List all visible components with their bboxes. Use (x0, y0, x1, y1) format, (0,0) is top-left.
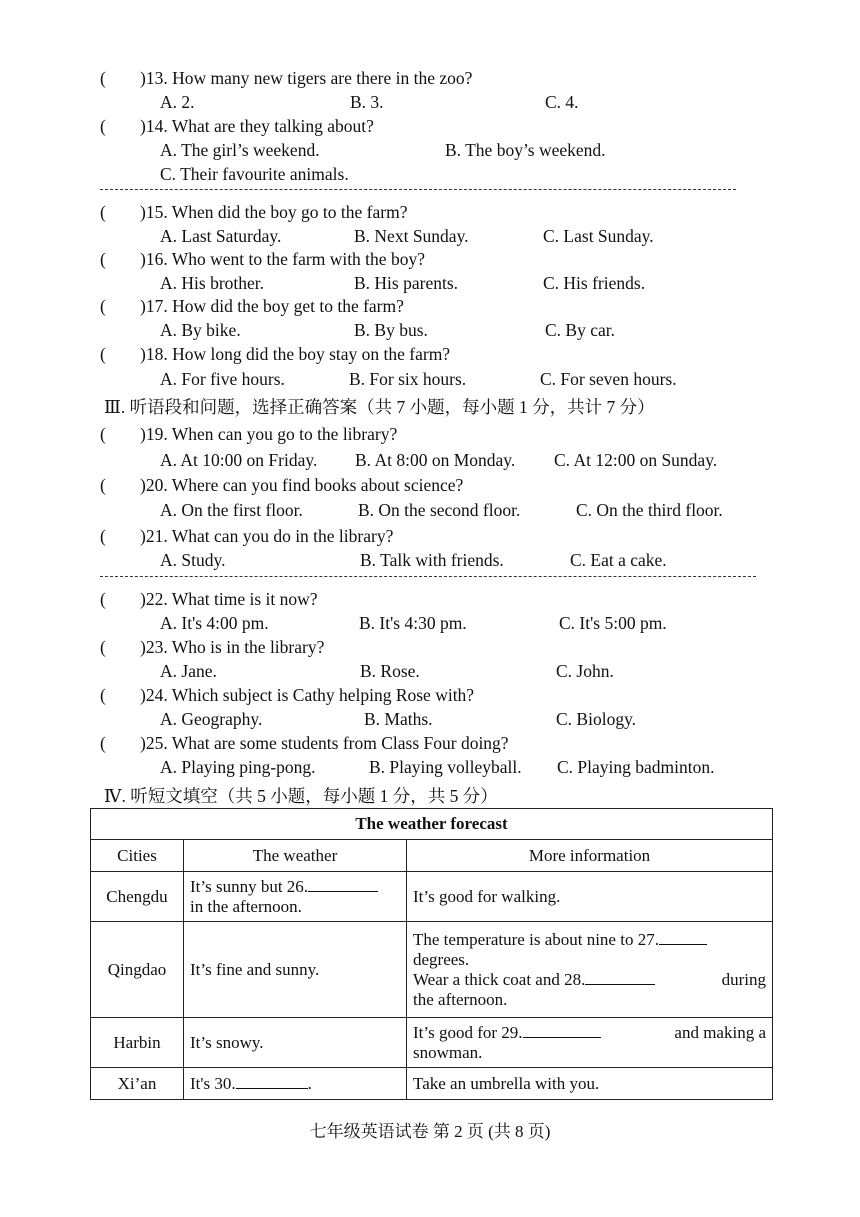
column-header-weather: The weather (184, 840, 407, 872)
option-b: B. For six hours. (349, 369, 467, 389)
question-stem: )15. When did the boy go to the farm? (140, 202, 408, 222)
column-header-more-information: More information (407, 840, 773, 872)
option-c: C. Their favourite animals. (160, 164, 349, 184)
option-a: A. By bike. (160, 320, 241, 340)
column-header-cities: Cities (91, 840, 184, 872)
option-a: A. On the first floor. (160, 500, 303, 520)
question-stem: )16. Who went to the farm with the boy? (140, 249, 425, 269)
question-stem: )17. How did the boy get to the farm? (140, 296, 404, 316)
section-4-header: Ⅳ. 听短文填空（共 5 小题，每小题 1 分，共 5 分） (104, 786, 498, 806)
option-a: A. Geography. (160, 709, 263, 729)
option-c: C. It's 5:00 pm. (559, 613, 667, 633)
option-b: B. Rose. (360, 661, 420, 681)
option-b: B. His parents. (354, 273, 459, 293)
table-row (91, 922, 773, 1018)
info-text: during (721, 969, 766, 989)
answer-blank-29[interactable] (523, 1023, 601, 1038)
option-a: A. At 10:00 on Friday. (160, 450, 318, 470)
option-a: A. Study. (160, 550, 226, 570)
question-stem: )13. How many new tigers are there in the zoo? (140, 68, 473, 88)
divider-dashed (100, 576, 756, 577)
weather-cell (184, 922, 407, 1018)
section-3-header: Ⅲ. 听语段和问题，选择正确答案（共 7 小题，每小题 1 分，共计 7 分） (104, 397, 655, 417)
answer-paren: ( (100, 733, 106, 753)
answer-paren: ( (100, 249, 106, 269)
option-a: A. Playing ping-pong. (160, 757, 316, 777)
info-cell (407, 922, 773, 1018)
question-stem: )14. What are they talking about? (140, 116, 374, 136)
answer-paren: ( (100, 68, 106, 88)
option-b: B. The boy’s weekend. (445, 140, 606, 160)
option-b: B. Maths. (364, 709, 433, 729)
info-text: Wear a thick coat and 28. (413, 969, 586, 989)
option-a: A. Jane. (160, 661, 217, 681)
answer-paren: ( (100, 589, 106, 609)
option-b: B. At 8:00 on Monday. (355, 450, 516, 470)
option-b: B. Playing volleyball. (369, 757, 522, 777)
option-b: B. 3. (350, 92, 384, 112)
option-b: B. Next Sunday. (354, 226, 469, 246)
city-cell: Xi’an (91, 1068, 184, 1100)
answer-paren: ( (100, 685, 106, 705)
weather-cell (184, 872, 407, 922)
table-row (91, 1068, 773, 1100)
answer-paren: ( (100, 424, 106, 444)
option-a: A. For five hours. (160, 369, 285, 389)
option-c: C. By car. (545, 320, 615, 340)
answer-blank-30[interactable] (236, 1074, 308, 1089)
info-cell (407, 1018, 773, 1068)
info-text: degrees. (413, 949, 470, 969)
answer-paren: ( (100, 296, 106, 316)
weather-cell (184, 1068, 407, 1100)
weather-cell (184, 1018, 407, 1068)
option-a: A. It's 4:00 pm. (160, 613, 269, 633)
divider-dashed (100, 189, 736, 190)
info-text: the afternoon. (413, 989, 508, 1009)
info-text: Take an umbrella with you. (413, 1073, 600, 1093)
option-a: A. The girl’s weekend. (160, 140, 320, 160)
weather-text: in the afternoon. (190, 896, 302, 916)
option-c: C. 4. (545, 92, 579, 112)
question-stem: )20. Where can you find books about science? (140, 475, 464, 495)
answer-paren: ( (100, 202, 106, 222)
answer-paren: ( (100, 526, 106, 546)
table-title-row (91, 809, 773, 840)
weather-text: It’s fine and sunny. (190, 959, 320, 979)
weather-forecast-table (90, 808, 773, 1100)
info-text: and making a (674, 1022, 766, 1042)
question-stem: )18. How long did the boy stay on the farm? (140, 344, 451, 364)
table-row (91, 1018, 773, 1068)
weather-text: It’s snowy. (190, 1032, 264, 1052)
answer-blank-27[interactable] (659, 930, 707, 945)
option-a: A. Last Saturday. (160, 226, 282, 246)
weather-text: It’s sunny but 26. (190, 876, 309, 896)
question-stem: )25. What are some students from Class Four doing? (140, 733, 509, 753)
option-a: A. His brother. (160, 273, 265, 293)
option-c: C. Biology. (556, 709, 637, 729)
info-cell (407, 1068, 773, 1100)
info-text: snowman. (413, 1042, 483, 1062)
info-text: The temperature is about nine to 27. (413, 929, 659, 949)
option-c: C. Playing badminton. (557, 757, 715, 777)
option-c: C. At 12:00 on Sunday. (554, 450, 718, 470)
city-cell: Harbin (91, 1018, 184, 1068)
option-c: C. Eat a cake. (570, 550, 667, 570)
table-title: The weather forecast (91, 809, 773, 840)
option-a: A. 2. (160, 92, 195, 112)
info-cell (407, 872, 773, 922)
option-c: C. Last Sunday. (543, 226, 654, 246)
option-c: C. For seven hours. (540, 369, 677, 389)
page-footer: 七年级英语试卷 第 2 页 (共 8 页) (309, 1122, 551, 1141)
answer-paren: ( (100, 344, 106, 364)
option-b: B. It's 4:30 pm. (359, 613, 467, 633)
question-stem: )22. What time is it now? (140, 589, 318, 609)
answer-paren: ( (100, 637, 106, 657)
answer-paren: ( (100, 116, 106, 136)
answer-blank-28[interactable] (585, 970, 655, 985)
question-stem: )23. Who is in the library? (140, 637, 325, 657)
table-header-row (91, 840, 773, 872)
option-c: C. His friends. (543, 273, 646, 293)
city-cell: Qingdao (91, 922, 184, 1018)
info-text: It’s good for 29. (413, 1022, 523, 1042)
question-stem: )24. Which subject is Cathy helping Rose with? (140, 685, 475, 705)
answer-paren: ( (100, 475, 106, 495)
weather-text: . (307, 1073, 312, 1093)
answer-blank-26[interactable] (308, 877, 378, 892)
weather-text: It's 30. (190, 1073, 236, 1093)
question-stem: )21. What can you do in the library? (140, 526, 394, 546)
info-text: It’s good for walking. (413, 886, 561, 906)
option-b: B. By bus. (354, 320, 428, 340)
option-c: C. On the third floor. (576, 500, 723, 520)
city-cell: Chengdu (91, 872, 184, 922)
option-b: B. On the second floor. (358, 500, 521, 520)
option-c: C. John. (556, 661, 614, 681)
question-stem: )19. When can you go to the library? (140, 424, 398, 444)
option-b: B. Talk with friends. (360, 550, 504, 570)
table-row (91, 872, 773, 922)
